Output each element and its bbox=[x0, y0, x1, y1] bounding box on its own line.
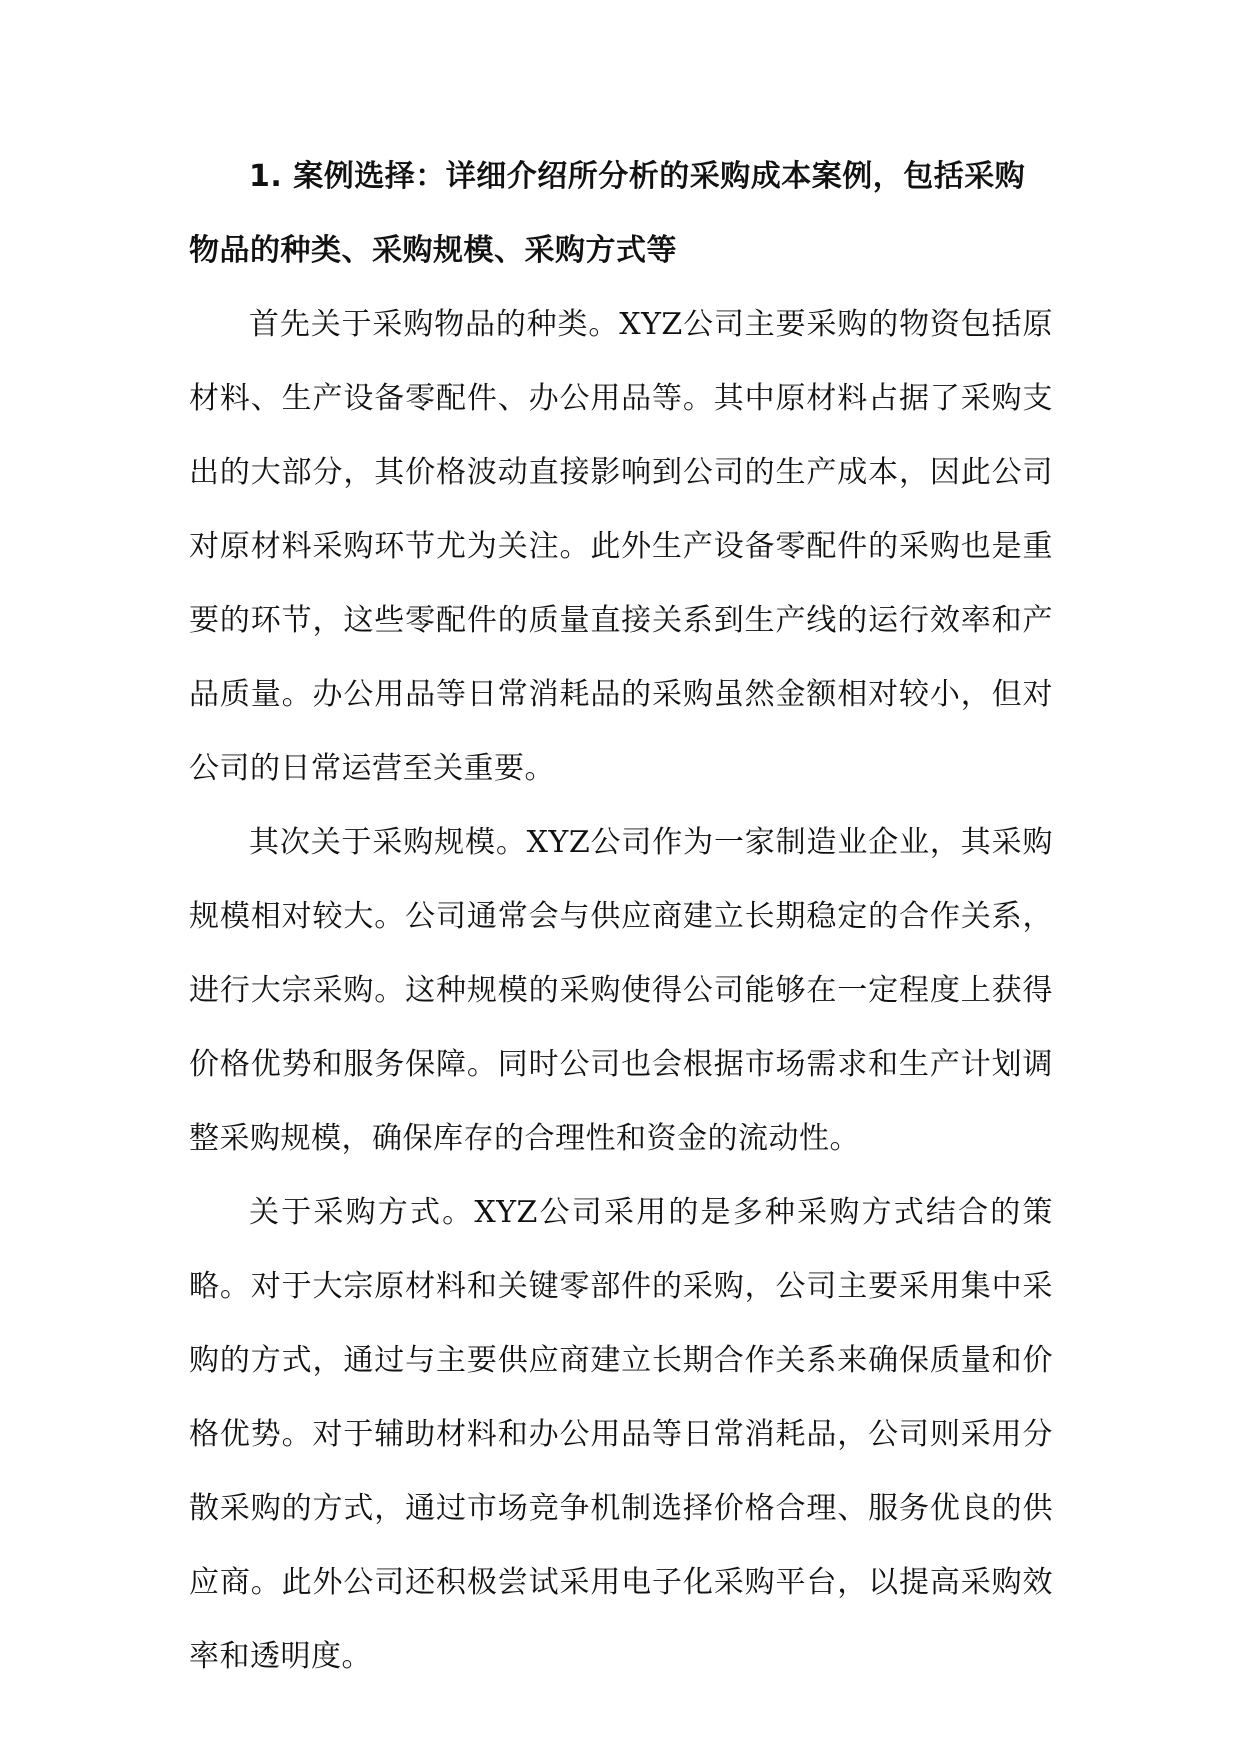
paragraph-procurement-types: 首先关于采购物品的种类。XYZ公司主要采购的物资包括原材料、生产设备零配件、办公用品等。其中原材料占据了采购支出的大部分，其价格波动直接影响到公司的生产成本，因此公司对原材料采购环节尤为关注。此外生产设备零配件的采购也是重要的环节，这些零配件的质量直接关系到生产线的运行效率和产品质量。办公用品等日常消耗品的采购虽然金额相对较小，但对公司的日常运营至关重要。 bbox=[189, 307, 1053, 786]
paragraph-procurement-scale: 其次关于采购规模。XYZ公司作为一家制造业企业，其采购规模相对较大。公司通常会与供应商建立长期稳定的合作关系，进行大宗采购。这种规模的采购使得公司能够在一定程度上获得价格优势和服务保障。同时公司也会根据市场需求和生产计划调整采购规模，确保库存的合理性和资金的流动性。 bbox=[189, 825, 1053, 1156]
document-page bbox=[189, 140, 1053, 1694]
paragraph-procurement-methods: 关于采购方式。XYZ公司采用的是多种采购方式结合的策略。对于大宗原材料和关键零部件的采购，公司主要采用集中采购的方式，通过与主要供应商建立长期合作关系来确保质量和价格优势。对于辅助材料和办公用品等日常消耗品，公司则采用分散采购的方式，通过市场竞争机制选择价格合理、服务优良的供应商。此外公司还积极尝试采用电子化采购平台，以提高采购效率和透明度。 bbox=[189, 1195, 1053, 1674]
section-heading: 1. 案例选择：详细介绍所分析的采购成本案例，包括采购物品的种类、采购规模、采购方式等 bbox=[189, 159, 1026, 268]
